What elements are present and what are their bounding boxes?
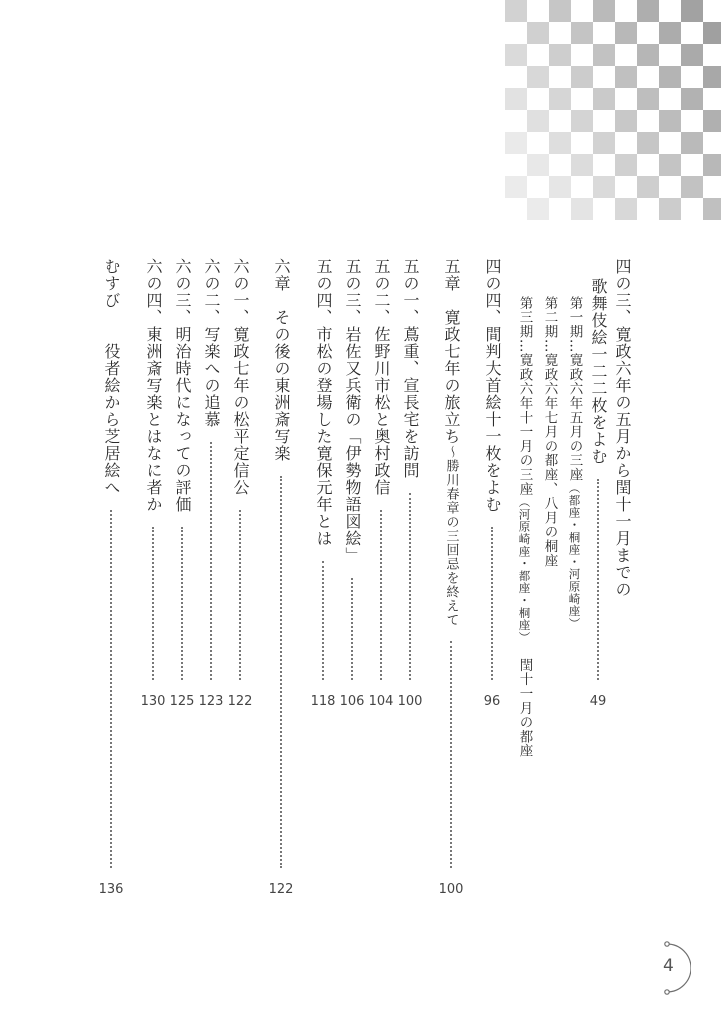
dot-leader: [110, 510, 112, 868]
checker-square: [637, 44, 659, 66]
toc-title: 六の一、寛政七年の松平定信公: [231, 258, 250, 496]
toc-entry[interactable]: [397, 258, 423, 709]
page-number: 136: [98, 882, 124, 897]
checker-square: [549, 132, 571, 154]
checker-square: [659, 22, 681, 44]
dot-leader: [491, 527, 493, 680]
toc-title: 第三期…寛政六年十一月の三座: [516, 296, 533, 497]
checker-square: [681, 0, 703, 22]
toc-entry[interactable]: [227, 258, 253, 709]
page-number: 100: [438, 882, 464, 897]
checker-square: [703, 66, 721, 88]
checker-square: [505, 176, 527, 198]
toc-entry[interactable]: [339, 258, 365, 709]
dot-leader: [450, 641, 452, 868]
checker-square: [527, 198, 549, 220]
checker-square: [681, 176, 703, 198]
checker-square: [527, 154, 549, 176]
page-number: 100: [397, 694, 423, 709]
chapter-subtitle: ～勝川春章の三回忌を終えて: [443, 445, 459, 627]
toc-entry[interactable]: [368, 258, 394, 709]
checker-square: [659, 66, 681, 88]
dot-leader: [597, 479, 599, 680]
page-number: 125: [169, 694, 195, 709]
toc-entry[interactable]: [140, 258, 166, 709]
page-number: 130: [140, 694, 166, 709]
checker-square: [593, 0, 615, 22]
folio: [645, 940, 691, 996]
checker-square: [571, 154, 593, 176]
checker-square: [659, 154, 681, 176]
page-number: 49: [589, 694, 607, 709]
dot-leader: [380, 510, 382, 680]
page-number: 96: [483, 694, 501, 709]
checker-square: [703, 198, 721, 220]
checker-square: [615, 154, 637, 176]
toc-title: 四の三、寛政六年の五月から閏十一月までの: [613, 258, 632, 598]
toc-entry[interactable]: [567, 296, 581, 630]
toc-chapter[interactable]: [98, 258, 124, 897]
toc-subtitle: （都座・桐座・河原崎座）: [567, 481, 582, 630]
checker-square: [659, 110, 681, 132]
toc-title: 第一期…寛政六年五月の三座: [566, 296, 583, 482]
checker-square: [527, 110, 549, 132]
checker-square: [593, 176, 615, 198]
checker-square: [637, 0, 659, 22]
checker-square: [505, 88, 527, 110]
checker-square: [681, 88, 703, 110]
page-number: 123: [198, 694, 224, 709]
chapter-title: 五章 寛政七年の旅立ち: [442, 258, 461, 445]
dot-leader: [181, 527, 183, 680]
checker-square: [615, 22, 637, 44]
checker-square: [549, 88, 571, 110]
toc-entry[interactable]: [517, 296, 531, 758]
checker-square: [615, 198, 637, 220]
toc-title-cont: 閏十一月の都座: [516, 657, 533, 758]
checker-square: [549, 176, 571, 198]
checker-square: [615, 66, 637, 88]
dot-leader: [322, 561, 324, 680]
dot-leader: [152, 527, 154, 680]
checker-square: [571, 198, 593, 220]
checker-square: [703, 154, 721, 176]
toc-title: 五の三、岩佐又兵衛の「伊勢物語図絵」: [343, 258, 362, 564]
dot-leader: [280, 476, 282, 868]
checker-square: [571, 110, 593, 132]
toc-subtitle: （河原崎座・都座・桐座）: [517, 496, 532, 644]
dot-leader: [210, 442, 212, 680]
page-number: 122: [268, 882, 294, 897]
page-number: 104: [368, 694, 394, 709]
checker-square: [637, 132, 659, 154]
checker-square: [571, 66, 593, 88]
page-number-folio: 4: [663, 956, 674, 976]
toc-entry[interactable]: [169, 258, 195, 709]
checker-square: [505, 132, 527, 154]
checker-square: [571, 22, 593, 44]
checker-square: [703, 110, 721, 132]
dot-leader: [409, 493, 411, 680]
toc-entry[interactable]: [310, 258, 336, 709]
page-number: 122: [227, 694, 253, 709]
checker-square: [527, 22, 549, 44]
toc-title: 五の二、佐野川市松と奥村政信: [372, 258, 391, 496]
checker-square: [593, 88, 615, 110]
page-number: 106: [339, 694, 365, 709]
checker-square: [637, 176, 659, 198]
checker-square: [637, 88, 659, 110]
checker-square: [505, 0, 527, 22]
toc-entry[interactable]: [589, 278, 608, 709]
checker-square: [593, 44, 615, 66]
toc-entry[interactable]: [198, 258, 224, 709]
toc-title: 六の二、写楽への追慕: [202, 258, 221, 428]
chapter-title: むすび 役者絵から芝居絵へ: [102, 258, 121, 496]
toc-title: 歌舞伎絵一二二枚をよむ: [589, 278, 608, 465]
checker-square: [593, 132, 615, 154]
checkered-pattern: [505, 0, 721, 220]
checker-square: [505, 44, 527, 66]
chapter-title: 六章 その後の東洲斎写楽: [272, 258, 291, 462]
toc-entry[interactable]: [614, 258, 630, 688]
toc-chapter[interactable]: [438, 258, 464, 897]
checker-square: [681, 132, 703, 154]
checker-square: [659, 198, 681, 220]
checker-square: [681, 44, 703, 66]
dot-leader: [351, 578, 353, 680]
toc-title: 五の四、市松の登場した寛保元年とは: [314, 258, 333, 547]
checker-square: [703, 22, 721, 44]
toc-title: 六の四、東洲斎写楽とはなに者か: [144, 258, 163, 513]
toc-entry[interactable]: [483, 258, 502, 709]
checker-square: [549, 44, 571, 66]
dot-leader: [239, 510, 241, 680]
checker-square: [527, 66, 549, 88]
toc-entry[interactable]: [542, 296, 556, 568]
toc-chapter[interactable]: [268, 258, 294, 897]
page-number: 118: [310, 694, 336, 709]
toc-title: 五の一、蔦重、宣長宅を訪問: [401, 258, 420, 479]
toc-title: 四の四、間判大首絵十一枚をよむ: [483, 258, 502, 513]
toc-title: 六の三、明治時代になっての評価: [173, 258, 192, 513]
checker-square: [549, 0, 571, 22]
toc-title: 第二期…寛政六年七月の都座、八月の桐座: [541, 296, 558, 568]
checker-square: [615, 110, 637, 132]
